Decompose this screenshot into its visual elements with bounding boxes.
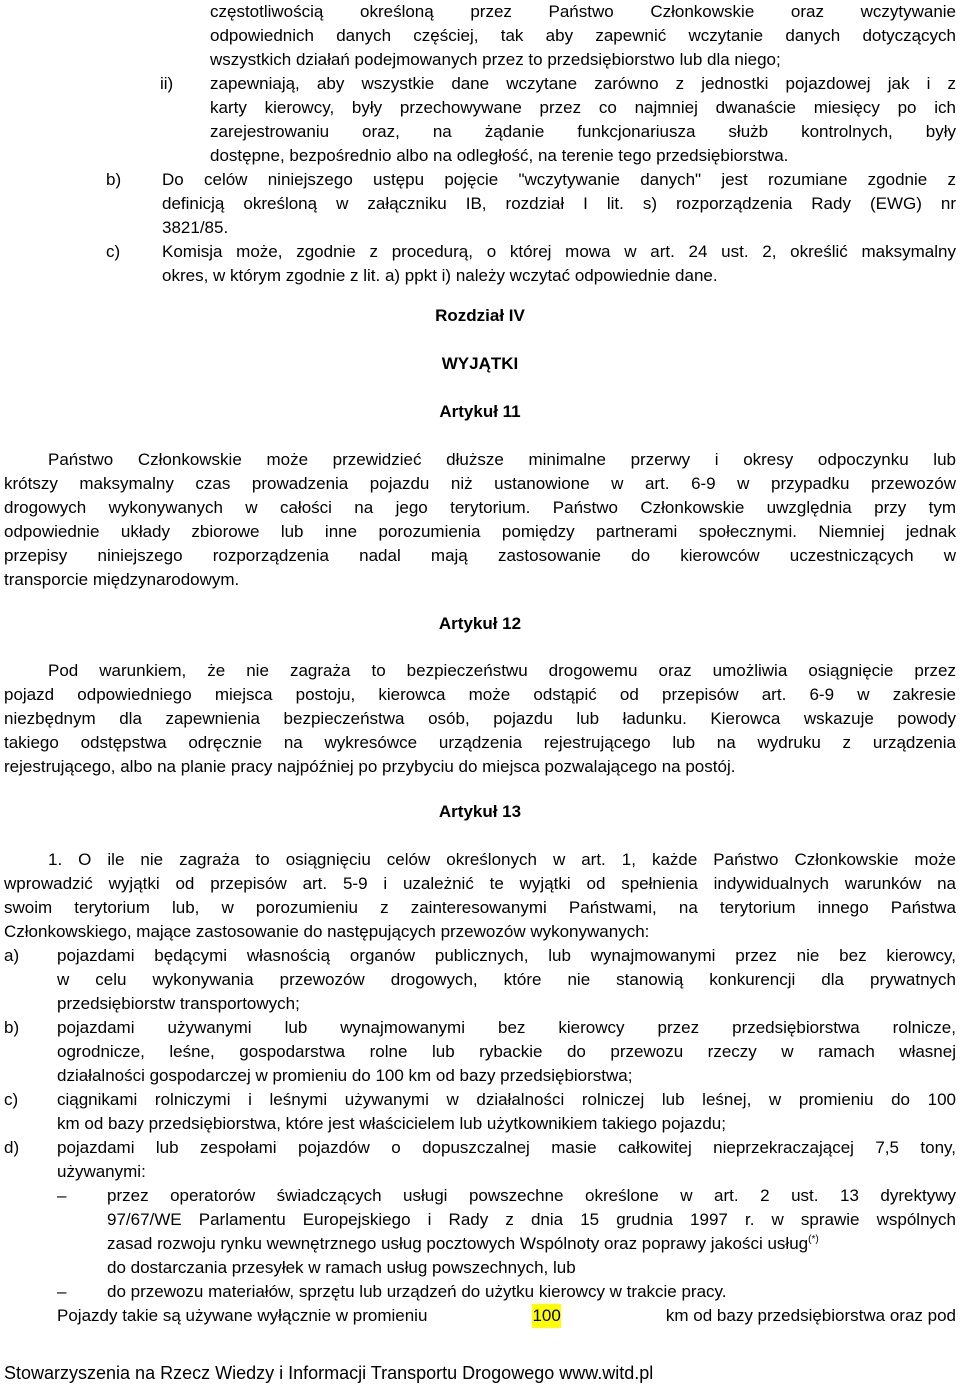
text-line: takiego odstępstwa odręcznie na wykresówce urządzenia rejestrującego lub na wydruku z urządzenia (4, 733, 956, 752)
article-13-item-d (57, 1136, 956, 1184)
text-line: Pod warunkiem, że nie zagraża to bezpieczeństwu drogowemu oraz umożliwia osiągnięcie przez (48, 661, 956, 680)
text-line: 3821/85. (162, 218, 229, 237)
text-line: swoim terytorium lub, w porozumieniu z zainteresowanymi Państwami, na terytorium innego Państwa (4, 898, 956, 917)
article-13-item-d-dash-2: do przewozu materiałów, sprzętu lub urządzeń do użytku kierowcy w trakcie pracy. (107, 1282, 727, 1301)
text-line: wszystkich działań podejmowanych przez to przedsiębiorstwo lub dla niego; (210, 50, 781, 69)
article-13-closing-line (57, 1304, 956, 1328)
item-label-ii: ii) (160, 74, 174, 93)
text-line: częstotliwością określoną przez Państwo Członkowskie oraz wczytywanie (210, 2, 956, 21)
item-label-b2: b) (4, 1018, 20, 1037)
article-13-item-b (57, 1016, 956, 1088)
text-line: km od bazy przedsiębiorstwa, które jest właścicielem lub użytkownikiem takiego pojazdu; (57, 1114, 726, 1133)
text-line: pojazdami używanymi lub wynajmowanymi bez kierowcy przez przedsiębiorstwa rolnicze, (57, 1018, 956, 1037)
text-line: Komisja może, zgodnie z procedurą, o której mowa w art. 24 ust. 2, określić maksymalny (162, 242, 956, 261)
text-line: 97/67/WE Parlamentu Europejskiego i Rady z dnia 15 grudnia 1997 r. w sprawie wspólnych (107, 1210, 956, 1229)
text-line: do dostarczania przesyłek w ramach usług powszechnych, lub (107, 1258, 576, 1277)
text-line: pojazdami będącymi własnością organów publicznych, lub wynajmowanymi przez nie bez kierowcy, (57, 946, 956, 965)
text-line: przedsiębiorstw transportowych; (57, 994, 300, 1013)
text-line: ciągnikami rolniczymi i leśnymi używanymi w działalności rolniczej lub leśnej, w promieniu do 100 (57, 1090, 956, 1109)
text-line: przez operatorów świadczących usługi powszechne określone w art. 2 ust. 13 dyrektywy (107, 1186, 956, 1205)
page-footer: Stowarzyszenia na Rzecz Wiedzy i Informacji Transportu Drogowego www.witd.pl (4, 1363, 654, 1383)
item-i-continuation (210, 0, 956, 72)
text-line: dostępne, bezpośrednio albo na odległość, na terenie tego przedsiębiorstwa. (210, 146, 789, 165)
text-line: wprowadzić wyjątki od przepisów art. 5-9 i uzależnić te wyjątki od spełnienia indywidualnych warunków na (4, 874, 956, 893)
text-line: transporcie międzynarodowym. (4, 570, 240, 589)
article-12-title: Artykuł 12 (438, 614, 522, 633)
closing-text-end: km od bazy przedsiębiorstwa oraz pod (665, 1306, 956, 1325)
text-line: w celu wykonywania przewozów drogowych, które nie stanowią konkurencji dla prywatnych (57, 970, 956, 989)
text-line: odpowiednie układy zbiorowe lub inne porozumienia pomiędzy partnerami społecznymi. Niemniej jednak (4, 522, 956, 541)
article-13-item-c (57, 1088, 956, 1136)
text-line: zarejestrowaniu oraz, na żądanie funkcjonariusza służb kontrolnych, były (210, 122, 956, 141)
text-line: krótszy maksymalny czas prowadzenia pojazdu niż ustanowione w art. 6-9 w przypadku przewozów (4, 474, 956, 493)
text-line: definicją określoną w załączniku IB, rozdział I lit. s) rozporządzenia Rady (EWG) nr (162, 194, 956, 213)
text-line: przepisy niniejszego rozporządzenia nadal mają zastosowanie do kierowców uczestniczących w (4, 546, 956, 565)
item-c (162, 240, 956, 288)
closing-text-start: Pojazdy takie są używane wyłącznie w promieniu (57, 1306, 428, 1325)
text-line: zasad rozwoju rynku wewnętrznego usług pocztowych Wspólnoty oraz poprawy jakości usług (107, 1234, 809, 1253)
text-line: rejestrującego, albo na planie pracy najpóźniej po przybyciu do miejsca pozwalającego na postój. (4, 757, 736, 776)
article-13-title: Artykuł 13 (438, 802, 522, 821)
article-13-item-d-dash-1 (107, 1184, 956, 1280)
chapter-subtitle: WYJĄTKI (441, 354, 519, 373)
item-label-c2: c) (4, 1090, 19, 1109)
text-line: używanymi: (57, 1162, 146, 1181)
text-line-with-footnote (107, 1232, 956, 1256)
text-line: odpowiednich danych częściej, tak aby zapewnić wczytanie danych dotyczących (210, 26, 956, 45)
item-label-c: c) (106, 242, 121, 261)
text-line: Członkowskiego, mające zastosowanie do następujących przewozów wykonywanych: (4, 922, 650, 941)
article-13-item-a (57, 944, 956, 1016)
item-label-d: d) (4, 1138, 20, 1157)
highlighted-number: 100 (532, 1304, 560, 1328)
text-line: działalności gospodarczej w promieniu do 100 km od bazy przedsiębiorstwa; (57, 1066, 633, 1085)
item-label-a: a) (4, 946, 20, 965)
article-12-body (4, 659, 956, 779)
article-13-intro (4, 848, 956, 944)
item-ii (210, 72, 956, 168)
item-label-b: b) (106, 170, 122, 189)
text-line: niezbędnym dla zapewnienia bezpieczeństwa osób, pojazdu lub ładunku. Kierowca wskazuje powody (4, 709, 956, 728)
text-line: pojazd odpowiedniego miejsca postoju, kierowca może odstąpić od przepisów art. 6-9 w zakresie (4, 685, 956, 704)
chapter-title: Rozdział IV (435, 306, 525, 325)
dash-marker: – (57, 1186, 67, 1205)
text-line: karty kierowcy, były przechowywane przez co najmniej dwanaście miesięcy po ich (210, 98, 956, 117)
article-11-body (4, 448, 956, 592)
text-line: 1. O ile nie zagraża to osiągnięciu celów określonych w art. 1, każde Państwo Członkowskie może (48, 850, 956, 869)
text-line: drogowych wykonywanych w całości na jego terytorium. Państwo Członkowskie uwzględnia przy tym (4, 498, 956, 517)
item-b (162, 168, 956, 240)
text-line: pojazdami lub zespołami pojazdów o dopuszczalnej masie całkowitej nieprzekraczającej 7,5 tony, (57, 1138, 956, 1157)
text-line: ogrodnicze, leśne, gospodarstwa rolne lub rybackie do przewozu rzeczy w ramach własnej (57, 1042, 956, 1061)
text-line: zapewniają, aby wszystkie dane wczytane zarówno z jednostki pojazdowej jak i z (210, 74, 956, 93)
article-11-title: Artykuł 11 (439, 402, 521, 421)
text-line: okres, w którym zgodnie z lit. a) ppkt i) należy wczytać odpowiednie dane. (162, 266, 718, 285)
text-line: Państwo Członkowskie może przewidzieć dłuższe minimalne przerwy i okresy odpoczynku lub (48, 450, 956, 469)
dash-marker: – (57, 1282, 67, 1301)
text-line: Do celów niniejszego ustępu pojęcie "wczytywanie danych" jest rozumiane zgodnie z (162, 170, 956, 189)
footnote-marker: (*) (808, 1234, 819, 1245)
